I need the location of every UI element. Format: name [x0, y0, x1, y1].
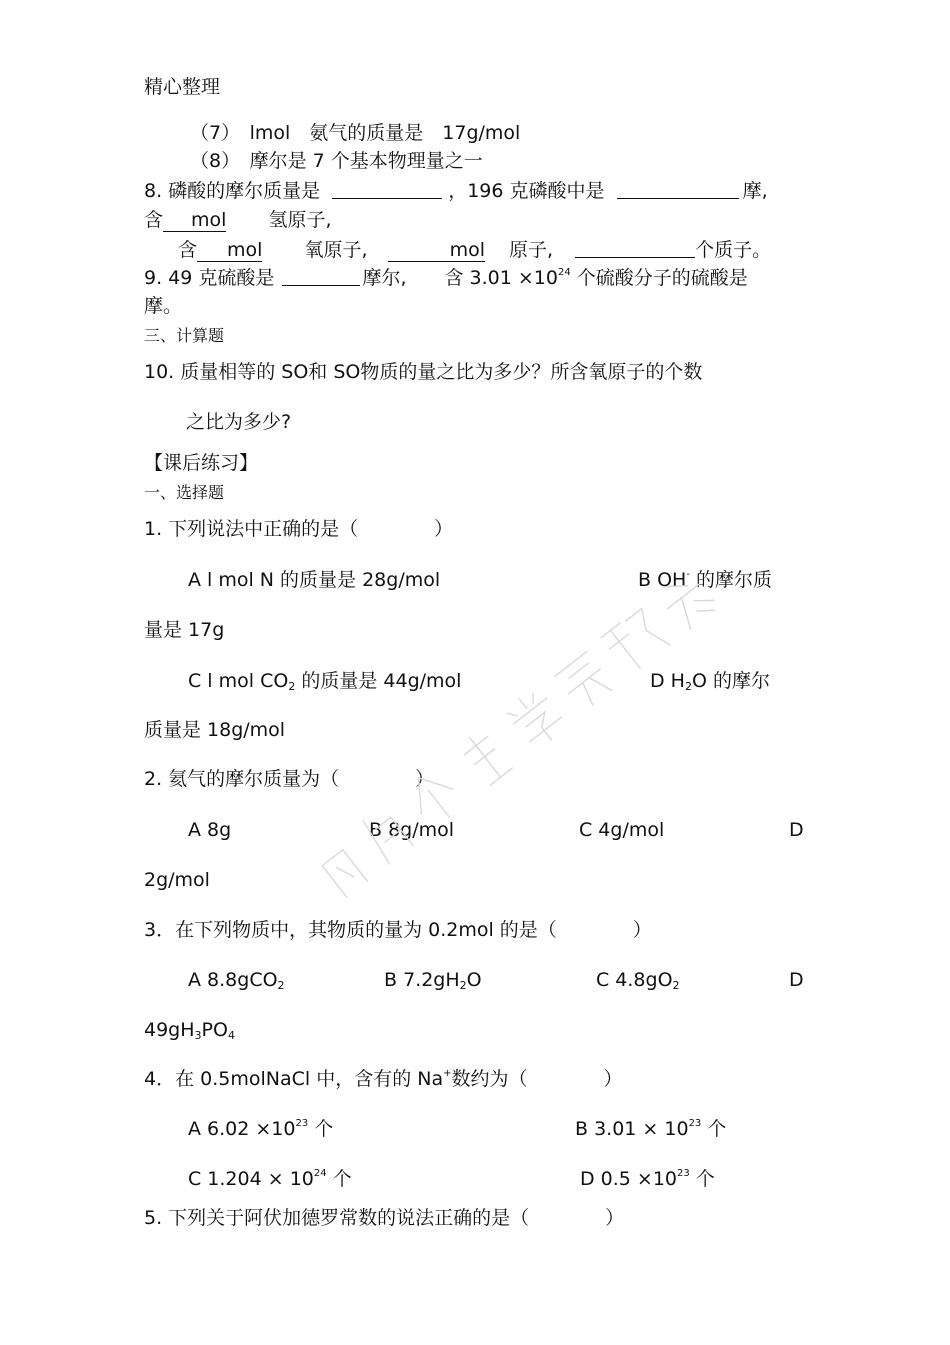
answer-blank[interactable]	[617, 178, 739, 199]
question-10: 10. 质量相等的 SO和 SO物质的量之比为多少？所含氧原子的个数	[144, 361, 703, 383]
question-8-line-3: 含 mol 氧原子, mol 原子, 个质子。	[178, 239, 772, 261]
statement-8: （8） 摩尔是 7 个基本物理量之一	[190, 150, 483, 172]
q1-option-d[interactable]: D $H_2O$ 的摩尔	[650, 670, 770, 693]
answer-blank[interactable]	[575, 237, 695, 258]
question-9-end: 摩。	[144, 295, 183, 317]
question-8-line-1: 8. 磷酸的摩尔质量是 ，196 克磷酸中是 摩,	[144, 180, 768, 202]
question-4: 4．在 0.5molNaCl 中，含有的 Na+数约为（ ）	[144, 1068, 623, 1090]
question-5: 5. 下列关于阿伏加德罗常数的说法正确的是（ ）	[144, 1207, 625, 1229]
statement-7: （7） lmol 氨气的质量是 17g/mol	[190, 122, 521, 144]
section-calculation: 三、计算题	[144, 326, 225, 345]
practice-heading: 【课后练习】	[144, 452, 259, 474]
q2-option-c[interactable]: C 4g/mol	[579, 819, 665, 841]
q2-option-d[interactable]: D	[789, 819, 804, 841]
answer-blank[interactable]: mol	[163, 209, 226, 232]
question-1: 1. 下列说法中正确的是（ ）	[144, 518, 454, 540]
answer-blank[interactable]: mol	[197, 239, 262, 262]
q4-option-b[interactable]: B $3.01 \times 10^{23}$ 个	[575, 1118, 727, 1140]
q1-option-a[interactable]: A l mol N 的质量是 28g/mol	[188, 569, 441, 591]
q3-option-d-cont: $49gH_3PO_4$	[144, 1019, 235, 1042]
question-3: 3．在下列物质中，其物质的量为 0.2mol 的是（ ）	[144, 919, 652, 941]
q1-option-b-cont: 量是 17g	[144, 619, 225, 641]
q3-option-d[interactable]: D	[789, 969, 804, 991]
q3-option-b[interactable]: B $7.2gH_2O$	[384, 969, 482, 992]
q3-option-c[interactable]: C $4.8gO_2$	[596, 969, 680, 992]
q1-option-d-cont: 质量是 18g/mol	[144, 719, 286, 741]
question-9: 9. 49 克硫酸是 摩尔, 含 $3.01 \times 10^{24}$ 个硫酸分子的硫酸是	[144, 267, 748, 289]
q2-option-b[interactable]: B 8g/mol	[369, 819, 455, 841]
q4-option-a[interactable]: A $6.02 \times 10^{23}$ 个	[188, 1118, 334, 1140]
question-2: 2. 氦气的摩尔质量为（ ）	[144, 768, 435, 790]
q4-option-c[interactable]: C $1.204 \times 10^{24}$ 个	[188, 1168, 352, 1190]
q4-option-d[interactable]: D $0.5 \times 10^{23}$ 个	[580, 1168, 715, 1190]
q2-option-d-cont: 2g/mol	[144, 869, 210, 891]
answer-blank[interactable]	[282, 265, 360, 286]
q2-option-a[interactable]: A 8g	[188, 819, 232, 841]
answer-blank[interactable]: mol	[388, 239, 485, 262]
question-8-line-2: 含 mol 氢原子,	[144, 209, 332, 231]
q3-option-a[interactable]: A 8.8gCO$_2$	[188, 969, 285, 992]
page-header: 精心整理	[144, 76, 221, 98]
q1-option-b[interactable]: B OH- 的摩尔质	[638, 569, 772, 591]
section-choice: 一、选择题	[144, 483, 225, 502]
answer-blank[interactable]	[332, 178, 442, 199]
question-10-end: 之比为多少?	[186, 411, 292, 433]
q1-option-c[interactable]: C l mol $CO_2$ 的质量是 44g/mol	[188, 670, 462, 693]
